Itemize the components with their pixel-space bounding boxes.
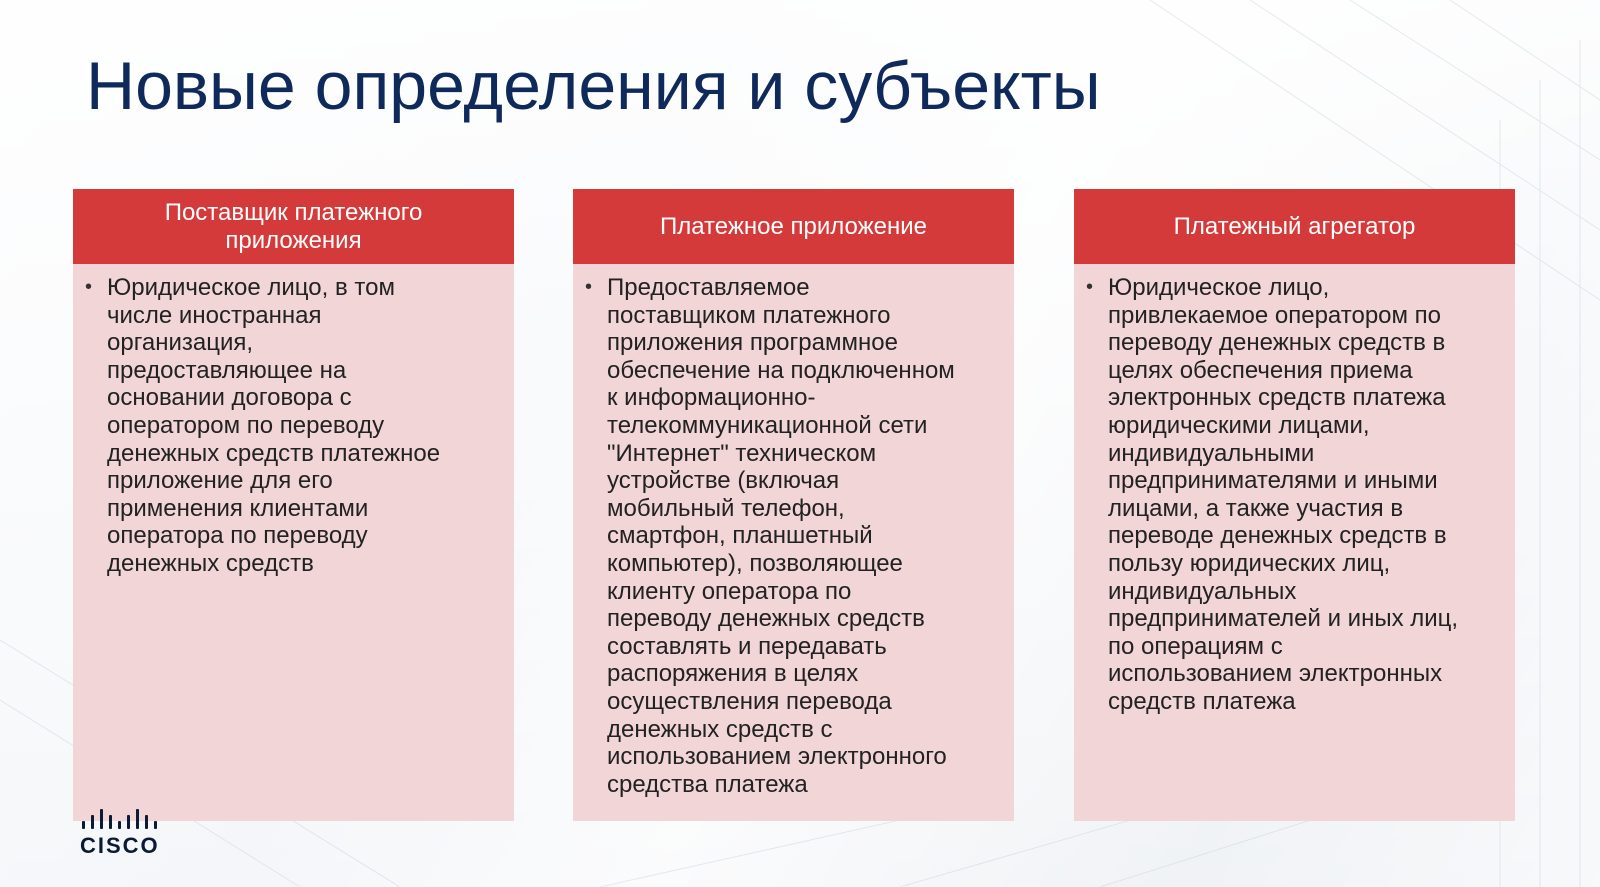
card-header: Поставщик платежного приложения — [73, 189, 514, 264]
card-body — [573, 264, 1014, 798]
bullet-text: Предоставляемое поставщиком платежного приложения программное обеспечение на подключенном к информационно- телекоммуникационной сети "Интернет" техническом устройстве (включая мобильный телефон, смартфон, планшетный компьютер), позволяющее клиенту оператора по переводу денежных средств составлять и передавать распоряжения в целях осуществления перевода денежных средств с использованием электронного средства платежа — [607, 274, 955, 798]
card-header: Платежное приложение — [573, 189, 1014, 264]
list-item — [85, 274, 500, 578]
cisco-logo — [80, 805, 180, 865]
card-payment-app-provider — [73, 189, 514, 821]
bullet-text: Юридическое лицо, в том числе иностранная организация, предоставляющее на основании договора с оператором по переводу денежных средств платежное приложение для его применения клиентами оператора по переводу денежных средств — [107, 274, 441, 577]
definitions-columns — [73, 189, 1515, 821]
logo-text: CISCO — [80, 833, 160, 858]
card-header: Платежный агрегатор — [1074, 189, 1515, 264]
slide-title: Новые определения и субъекты — [86, 48, 1101, 124]
list-item — [1086, 274, 1501, 716]
card-payment-app — [573, 189, 1014, 821]
list-item — [585, 274, 1000, 798]
bullet-icon: • — [1086, 276, 1094, 298]
bullet-icon: • — [85, 276, 93, 298]
cisco-bars-icon — [80, 805, 180, 829]
bullet-icon: • — [585, 276, 593, 298]
card-body — [1074, 264, 1515, 716]
card-payment-aggregator — [1074, 189, 1515, 821]
bullet-text: Юридическое лицо, привлекаемое оператором по переводу денежных средств в целях обеспечения приема электронных средств платежа юридическими лицами, индивидуальными предпринимателями и иными лицами, а также участия в переводе денежных средств в пользу юридических лиц, индивидуальных предпринимателей и иных лиц, по операциям с использованием электронных средств платежа — [1108, 274, 1459, 715]
card-body — [73, 264, 514, 578]
